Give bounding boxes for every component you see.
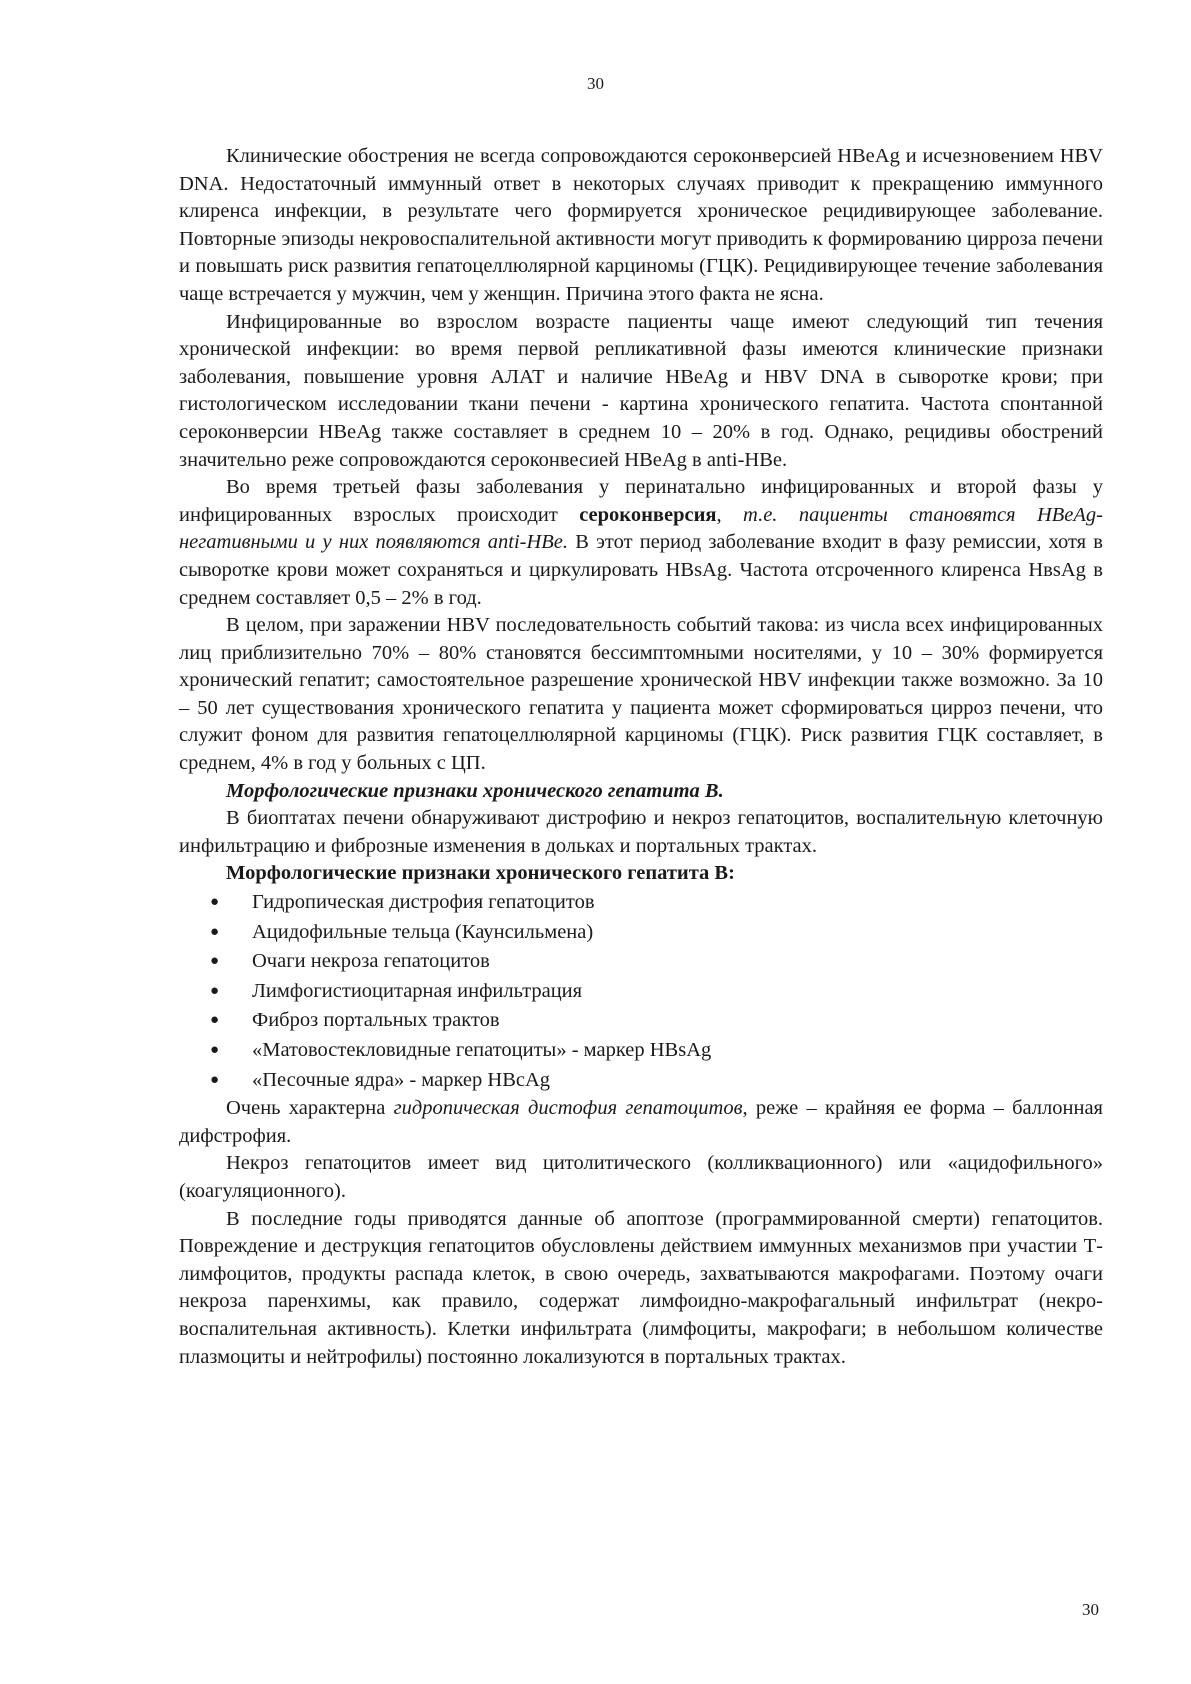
text-run: , реже – крайняя ее форма – баллонная дифстрофия. xyxy=(179,1097,1103,1147)
paragraph-exacerbations: Клинические обострения не всегда сопровождаются сероконверсией HBeAg и исчезновением HBV DNA. Недостаточный иммунный ответ в некоторых случаях приводит к прекращению иммунного клиренса инфекции, в результате чего формируется хроническое рецидивирующее заболевание. Повторные эпизоды некровоспалительной активности могут приводить к формированию цирроза печени и повышать риск развития гепатоцеллюлярной карциномы (ГЦК). Рецидивирующее течение заболевания чаще встречается у мужчин, чем у женщин. Причина этого факта не ясна. xyxy=(179,145,1103,305)
page-number-bottom: 30 xyxy=(1082,1600,1099,1619)
document-body xyxy=(179,143,1103,1371)
text-run: Очень характерна xyxy=(226,1097,394,1120)
list-item xyxy=(179,977,1103,1007)
paragraph-apoptosis: В последние годы приводятся данные об апоптозе (программированной смерти) гепатоцитов. Повреждение и деструкция гепатоцитов обусловлены действием иммунных механизмов при участии Т-лимфоцитов, продукты распада клеток, в свою очередь, захватываются макрофагами. Поэтому очаги некроза паренхимы, как правило, содержат лимфоидно-макрофагальный инфильтрат (некро-воспалительная активность). Клетки инфильтрата (лимфоциты, макрофаги; в небольшом количестве плазмоциты и нейтрофилы) постоянно локализуются в портальных трактах. xyxy=(179,1207,1103,1368)
text-run: В этот период заболевание входит в фазу ремиссии, хотя в сыворотке крови может сохраняться и циркулировать HBsAg. Частота отсроченного клиренса HвsAg в среднем составляет 0,5 – 2% в год. xyxy=(179,531,1103,609)
italic-phrase: гидропическая дистофия гепатоцитов xyxy=(393,1097,743,1120)
list-item xyxy=(179,918,1103,948)
paragraph-hydropic-dystrophy xyxy=(179,1095,1103,1150)
list-item-text: Лимфогистиоцитарная инфильтрация xyxy=(252,979,583,1002)
list-item-text: Очаги некроза гепатоцитов xyxy=(252,950,490,973)
text-run: , xyxy=(716,503,744,526)
morphology-signs-list xyxy=(179,888,1103,1095)
list-item-text: Ацидофильные тельца (Каунсильмена) xyxy=(252,920,594,943)
bullet-icon: ● xyxy=(210,1071,220,1088)
section-subheading: Морфологические признаки хронического гепатита В. xyxy=(226,779,724,802)
list-item xyxy=(179,888,1103,918)
text-run: Во время третьей фазы заболевания у перинатально инфицированных и второй фазы у инфицированных взрослых происходит xyxy=(179,476,1103,526)
list-item xyxy=(179,1066,1103,1096)
bullet-icon: ● xyxy=(210,982,220,999)
bullet-icon: ● xyxy=(210,1012,220,1029)
list-item-text: «Песочные ядра» - маркер HBcAg xyxy=(252,1068,551,1091)
bullet-icon: ● xyxy=(210,923,220,940)
list-item xyxy=(179,1006,1103,1036)
paragraph-necrosis: Некроз гепатоцитов имеет вид цитолитического (колликвационного) или «ацидофильного» (коагуляционного). xyxy=(179,1152,1103,1202)
bullet-icon: ● xyxy=(210,953,220,970)
italic-phrase: т.е. пациенты становятся HBeAg-негативными и у них появляются anti-HBe. xyxy=(179,503,1103,554)
page-number-top: 30 xyxy=(587,74,604,93)
paragraph-biopsy: В биоптатах печени обнаруживают дистрофию и некроз гепатоцитов, воспалительную клеточную инфильтрацию и фиброзные изменения в дольках и портальных трактах. xyxy=(179,807,1103,857)
bold-term: сероконверсия xyxy=(579,503,717,526)
list-item-text: «Матовостекловидные гепатоциты» - маркер HBsAg xyxy=(252,1039,712,1061)
paragraph-seroconversion xyxy=(179,474,1103,612)
list-heading: Морфологические признаки хронического гепатита В: xyxy=(226,862,735,885)
list-item-text: Гидропическая дистрофия гепатоцитов xyxy=(252,891,595,914)
paragraph-event-sequence: В целом, при заражении HBV последовательность событий такова: из числа всех инфицированных лиц приблизительно 70% – 80% становятся бессимптомными носителями, у 10 – 30% формируется хронический гепатит; самостоятельное разрешение хронической HBV инфекции также возможно. За 10 – 50 лет существования хронического гепатита у пациента может сформироваться цирроз печени, что служит фоном для развития гепатоцеллюлярной карциномы (ГЦК). Риск развития ГЦК составляет, в среднем, 4% в год у больных с ЦП. xyxy=(179,614,1103,775)
paragraph-adult-infection: Инфицированные во взрослом возрасте пациенты чаще имеют следующий тип течения хронической инфекции: во время первой репликативной фазы имеются клинические признаки заболевания, повышение уровня АЛАТ и наличие HBeAg и HBV DNA в сыворотке крови; при гистологическом исследовании ткани печени - картина хронического гепатита. Частота спонтанной сероконверсии HBeAg также составляет в среднем 10 – 20% в год. Однако, рецидивы обострений значительно реже сопровождаются сероконвесией HBeAg в anti-HBe. xyxy=(179,310,1103,471)
list-item xyxy=(179,947,1103,977)
bullet-icon: ● xyxy=(210,894,220,911)
list-item xyxy=(179,1036,1103,1066)
list-item-text: Фиброз портальных трактов xyxy=(252,1009,500,1032)
bullet-icon: ● xyxy=(210,1042,220,1058)
